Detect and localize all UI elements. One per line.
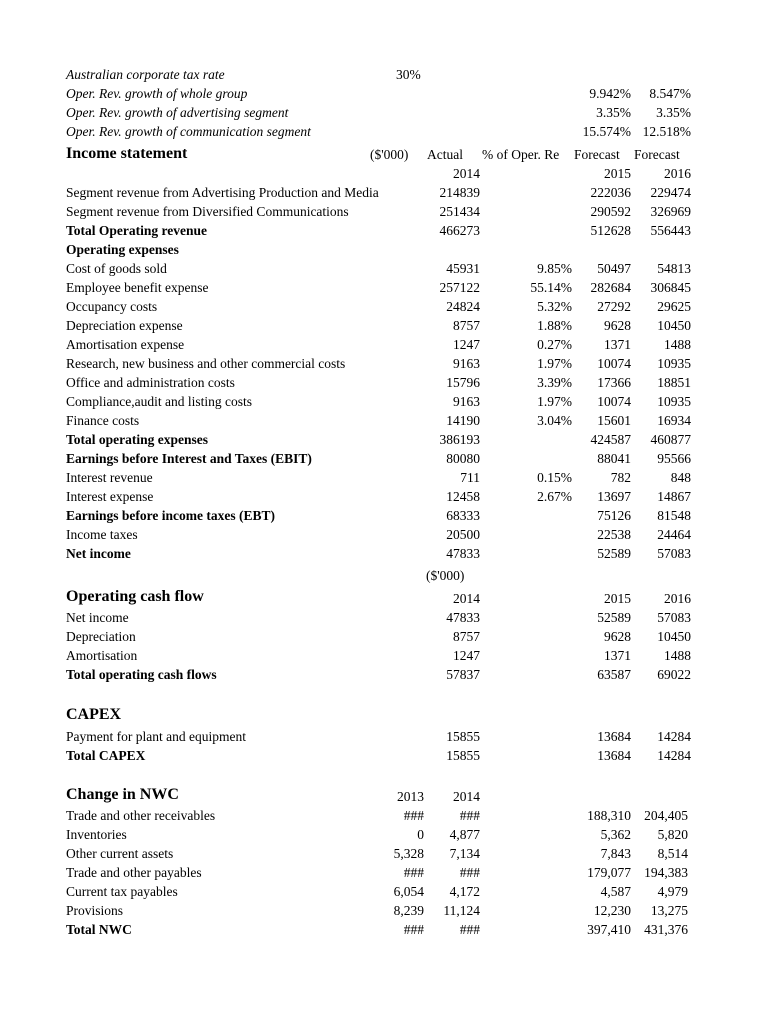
param-label: Oper. Rev. growth of communication segment [66,124,311,139]
row-label: Total CAPEX [66,748,146,763]
row-label: Earnings before Interest and Taxes (EBIT) [66,451,312,466]
forecast-2016-value: 10450 [657,629,691,644]
row-label: Earnings before income taxes (EBT) [66,508,275,523]
forecast-2016-value: 69022 [657,667,691,682]
forecast-2015-value: 50497 [597,261,631,276]
forecast-2015-value: 188,310 [587,808,631,823]
actual-value: 8757 [453,318,480,333]
nwc-2013-value: 5,328 [393,846,424,861]
forecast-2015-value: 15601 [597,413,631,428]
forecast-2015-value: 13684 [597,729,631,744]
forecast-2016-value: 29625 [657,299,691,314]
tax-rate-label: Australian corporate tax rate [66,67,225,82]
row-label: Office and administration costs [66,375,235,390]
param-value: 9.942% [589,86,631,101]
row-label: Total operating expenses [66,432,209,447]
row-label: Interest revenue [66,470,153,485]
forecast-2015-value: 282684 [590,280,631,295]
forecast-2016-value: 24464 [657,527,691,542]
row-label: Segment revenue from Diversified Communications [66,204,349,219]
actual-value: 251434 [439,204,480,219]
percent-value: 0.15% [537,470,572,485]
actual-value: 57837 [446,667,480,682]
forecast-2015-value: 397,410 [587,922,631,937]
forecast-2016-value: 5,820 [657,827,688,842]
row-label: Depreciation expense [66,318,183,333]
forecast-2015-value: 4,587 [600,884,631,899]
forecast-2015-value: 1371 [604,337,631,352]
nwc-2014-value: ### [459,808,480,823]
nwc-year-b: 2014 [453,789,480,804]
row-label: Cost of goods sold [66,261,167,276]
nwc-2013-value: ### [403,808,424,823]
row-label: Income taxes [66,527,138,542]
forecast-2015-value: 52589 [597,546,631,561]
forecast-2016-value: 10935 [657,394,691,409]
param-value: 8.547% [649,86,691,101]
nwc-2013-value: 8,239 [393,903,424,918]
row-label: Research, new business and other commercial costs [66,356,346,371]
forecast-2016-value: 16934 [657,413,691,428]
row-label: Compliance,audit and listing costs [66,394,252,409]
param-value: 3.35% [596,105,631,120]
row-label: Total NWC [66,922,132,937]
forecast-2015-value: 88041 [597,451,631,466]
forecast-2016-value: 556443 [650,223,691,238]
forecast-2015-value: 290592 [590,204,631,219]
forecast-2016-value: 18851 [657,375,691,390]
row-label: Trade and other payables [66,865,202,880]
header-percent: % of Oper. Re [482,147,560,162]
forecast-2015-value: 179,077 [587,865,631,880]
forecast-2016-value: 194,383 [644,865,688,880]
row-label: Interest expense [66,489,154,504]
capex-title: CAPEX [66,706,122,723]
header-actual: Actual [427,147,463,162]
forecast-2016-value: 81548 [657,508,691,523]
row-label: Amortisation expense [66,337,185,352]
year-forecast-2: 2016 [664,166,691,181]
nwc-2014-value: 7,134 [449,846,480,861]
actual-value: 15796 [446,375,480,390]
forecast-2016-value: 1488 [664,648,691,663]
actual-value: 1247 [453,648,480,663]
forecast-2015-value: 17366 [597,375,631,390]
actual-value: 8757 [453,629,480,644]
row-label: Provisions [66,903,124,918]
forecast-2015-value: 9628 [604,629,631,644]
forecast-2015-value: 75126 [597,508,631,523]
forecast-2015-value: 22538 [597,527,631,542]
cashflow-units: ($'000) [426,568,465,583]
forecast-2015-value: 10074 [597,394,631,409]
row-label: Employee benefit expense [66,280,209,295]
percent-value: 1.97% [537,356,572,371]
nwc-2014-value: ### [459,922,480,937]
forecast-2015-value: 10074 [597,356,631,371]
param-value: 15.574% [582,124,631,139]
percent-value: 2.67% [537,489,572,504]
row-label: Amortisation [66,648,138,663]
nwc-2014-value: ### [459,865,480,880]
row-label: Depreciation [66,629,136,644]
forecast-2015-value: 5,362 [600,827,631,842]
forecast-2015-value: 9628 [604,318,631,333]
forecast-2016-value: 229474 [650,185,691,200]
nwc-2013-value: 0 [417,827,424,842]
forecast-2016-value: 57083 [657,610,691,625]
actual-value: 214839 [439,185,480,200]
percent-value: 9.85% [537,261,572,276]
actual-value: 14190 [446,413,480,428]
param-label: Oper. Rev. growth of whole group [66,86,248,101]
nwc-2014-value: 4,877 [449,827,480,842]
actual-value: 45931 [446,261,480,276]
actual-value: 466273 [439,223,480,238]
percent-value: 1.97% [537,394,572,409]
row-label: Segment revenue from Advertising Production and Media [66,185,379,200]
forecast-2016-value: 14284 [657,748,691,763]
actual-value: 12458 [446,489,480,504]
forecast-2016-value: 326969 [650,204,691,219]
percent-value: 3.04% [537,413,572,428]
actual-value: 68333 [446,508,480,523]
forecast-2015-value: 782 [610,470,631,485]
forecast-2016-value: 4,979 [657,884,688,899]
actual-value: 711 [460,470,480,485]
header-forecast-1: Forecast [574,147,620,162]
forecast-2015-value: 424587 [590,432,631,447]
forecast-2016-value: 13,275 [650,903,688,918]
actual-value: 47833 [446,546,480,561]
percent-value: 0.27% [537,337,572,352]
actual-value: 9163 [453,356,480,371]
row-label: Current tax payables [66,884,178,899]
actual-value: 24824 [446,299,480,314]
percent-value: 3.39% [537,375,572,390]
forecast-2015-value: 13684 [597,748,631,763]
forecast-2015-value: 63587 [597,667,631,682]
nwc-title: Change in NWC [66,786,179,803]
forecast-2015-value: 1371 [604,648,631,663]
param-value: 3.35% [656,105,691,120]
forecast-2016-value: 10450 [657,318,691,333]
row-label: Total Operating revenue [66,223,207,238]
nwc-2014-value: 11,124 [443,903,480,918]
nwc-2013-value: ### [403,922,424,937]
row-label: Trade and other receivables [66,808,216,823]
nwc-2013-value: ### [403,865,424,880]
forecast-2015-value: 222036 [590,185,631,200]
income-units: ($'000) [370,147,409,162]
actual-value: 47833 [446,610,480,625]
cf-year-forecast-2: 2016 [664,591,691,606]
cf-year-forecast-1: 2015 [604,591,631,606]
row-label: Net income [66,546,131,561]
row-label: Inventories [66,827,127,842]
actual-value: 9163 [453,394,480,409]
param-label: Oper. Rev. growth of advertising segment [66,105,289,120]
forecast-2015-value: 12,230 [593,903,631,918]
forecast-2016-value: 10935 [657,356,691,371]
row-label: Net income [66,610,129,625]
forecast-2016-value: 8,514 [657,846,688,861]
cf-year-actual: 2014 [453,591,480,606]
row-label: Operating expenses [66,242,179,257]
forecast-2016-value: 54813 [657,261,691,276]
actual-value: 15855 [446,729,480,744]
nwc-2014-value: 4,172 [449,884,480,899]
row-label: Finance costs [66,413,140,428]
operating-cash-flow-title: Operating cash flow [66,588,204,605]
row-label: Other current assets [66,846,174,861]
row-label: Occupancy costs [66,299,158,314]
nwc-2013-value: 6,054 [393,884,424,899]
actual-value: 15855 [446,748,480,763]
actual-value: 386193 [439,432,480,447]
header-forecast-2: Forecast [634,147,680,162]
tax-rate-value: 30% [396,67,421,82]
forecast-2016-value: 57083 [657,546,691,561]
forecast-2016-value: 460877 [650,432,691,447]
forecast-2016-value: 431,376 [644,922,688,937]
forecast-2015-value: 52589 [597,610,631,625]
percent-value: 1.88% [537,318,572,333]
forecast-2016-value: 848 [670,470,691,485]
forecast-2015-value: 512628 [590,223,631,238]
year-forecast-1: 2015 [604,166,631,181]
actual-value: 80080 [446,451,480,466]
actual-value: 1247 [453,337,480,352]
forecast-2016-value: 14284 [657,729,691,744]
forecast-2015-value: 27292 [597,299,631,314]
forecast-2016-value: 1488 [664,337,691,352]
forecast-2016-value: 95566 [657,451,691,466]
percent-value: 5.32% [537,299,572,314]
forecast-2015-value: 7,843 [600,846,631,861]
forecast-2016-value: 306845 [650,280,691,295]
income-statement-title: Income statement [66,145,188,162]
actual-value: 20500 [446,527,480,542]
forecast-2015-value: 13697 [597,489,631,504]
year-actual: 2014 [453,166,480,181]
param-value: 12.518% [642,124,691,139]
actual-value: 257122 [439,280,480,295]
nwc-year-a: 2013 [397,789,424,804]
forecast-2016-value: 204,405 [644,808,688,823]
row-label: Payment for plant and equipment [66,729,246,744]
row-label: Total operating cash flows [66,667,217,682]
percent-value: 55.14% [530,280,572,295]
forecast-2016-value: 14867 [657,489,691,504]
